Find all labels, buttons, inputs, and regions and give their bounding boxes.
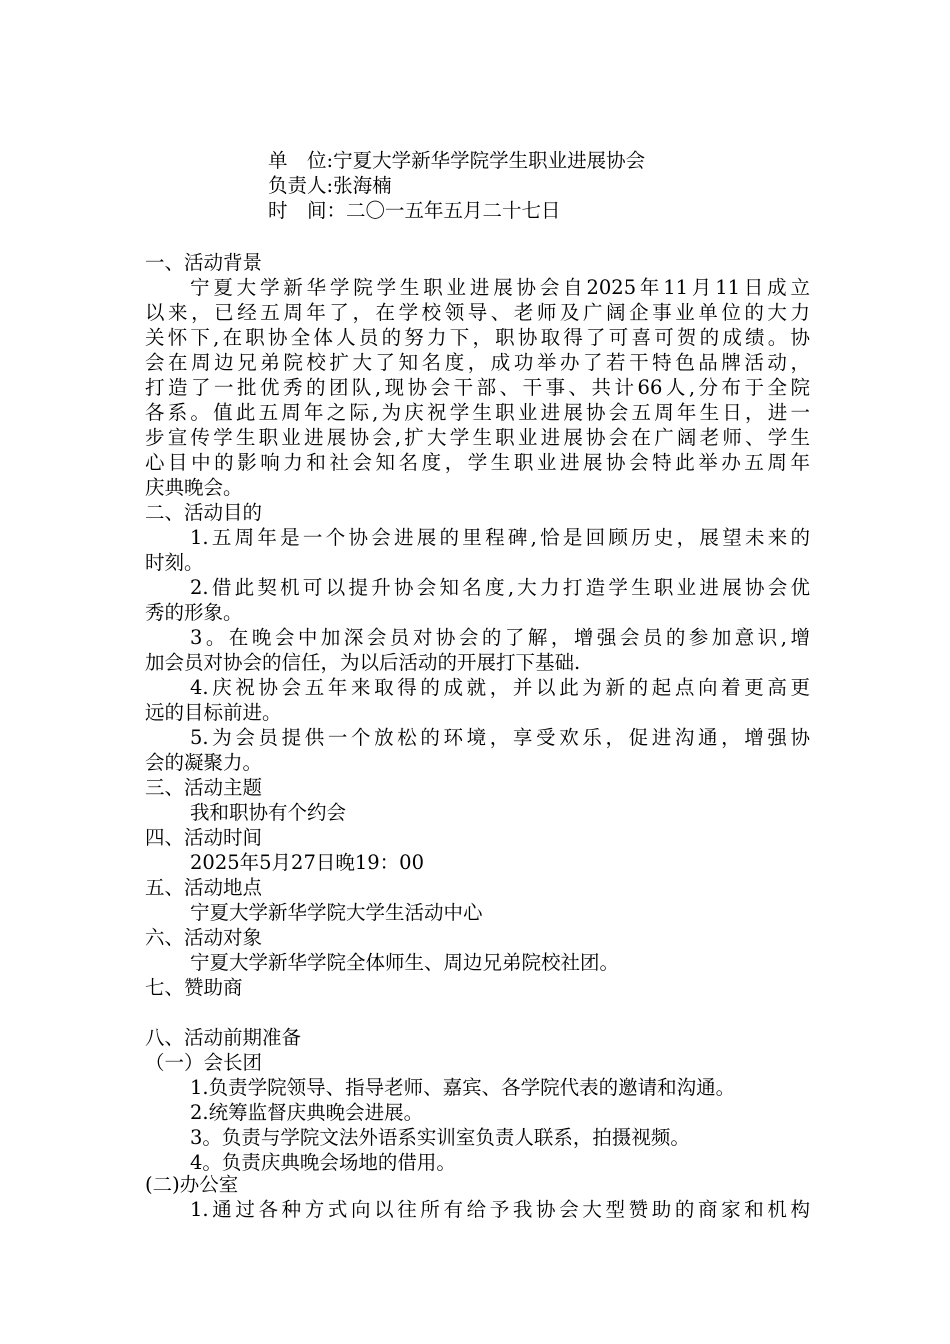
list-item: 5.为会员提供一个放松的环境，享受欢乐，促进沟通，增强协 xyxy=(190,726,810,749)
list-item: 1.五周年是一个协会进展的里程碑,恰是回顾历史，展望未来的 xyxy=(190,526,810,549)
paragraph-line: 关怀下,在职协全体人员的努力下，职协取得了可喜可贺的成绩。协 xyxy=(145,326,810,349)
paragraph-line: 心目中的影响力和社会知名度，学生职业进展协会特此举办五周年 xyxy=(145,451,810,474)
section-heading-sponsor: 七、赞助商 xyxy=(145,976,243,999)
list-item: 1.通过各种方式向以往所有给予我协会大型赞助的商家和机构 xyxy=(190,1198,810,1221)
list-item-continuation: 加会员对协会的信任，为以后活动的开展打下基础. xyxy=(145,651,581,674)
section-heading-theme: 三、活动主题 xyxy=(145,776,263,799)
section-heading-prep: 八、活动前期准备 xyxy=(145,1026,302,1049)
list-item-continuation: 会的凝聚力。 xyxy=(145,751,263,774)
header-unit: 单 位:宁夏大学新华学院学生职业进展协会 xyxy=(268,149,646,172)
list-item-continuation: 秀的形象。 xyxy=(145,601,243,624)
paragraph-line: 各系。值此五周年之际,为庆祝学生职业进展协会五周年生日，进一 xyxy=(145,401,810,424)
list-item: 4。负责庆典晚会场地的借用。 xyxy=(190,1151,456,1174)
header-time: 时 间：二〇一五年五月二十七日 xyxy=(268,199,561,222)
section-heading-background: 一、活动背景 xyxy=(145,251,263,274)
paragraph-line: 步宣传学生职业进展协会,扩大学生职业进展协会在广阔老师、学生 xyxy=(145,426,810,449)
list-item: 3。在晚会中加深会员对协会的了解，增强会员的参加意识,增 xyxy=(190,626,810,649)
paragraph-line: 打造了一批优秀的团队,现协会干部、干事、共计66人,分布于全院 xyxy=(145,376,810,399)
paragraph-line: 宁夏大学新华学院学生职业进展协会自2025年11月11日成立 xyxy=(190,276,810,299)
list-item: 3。负责与学院文法外语系实训室负责人联系，拍摄视频。 xyxy=(190,1126,690,1149)
subsection-title-office: (二)办公室 xyxy=(145,1173,239,1196)
list-item: 2.统筹监督庆典晚会进展。 xyxy=(190,1101,424,1124)
section-heading-time: 四、活动时间 xyxy=(145,826,263,849)
list-item: 1.负责学院领导、指导老师、嘉宾、各学院代表的邀请和沟通。 xyxy=(190,1076,736,1099)
subsection-title-presidium: （一）会长团 xyxy=(145,1051,263,1074)
paragraph-line: 庆典晚会。 xyxy=(145,476,243,499)
section-heading-target: 六、活动对象 xyxy=(145,926,263,949)
section-heading-place: 五、活动地点 xyxy=(145,876,263,899)
list-item: 4.庆祝协会五年来取得的成就，并以此为新的起点向着更高更 xyxy=(190,676,810,699)
list-item-continuation: 时刻。 xyxy=(145,551,204,574)
section-value-time: 2025年5月27日晚19：00 xyxy=(190,851,424,874)
section-value-target: 宁夏大学新华学院全体师生、周边兄弟院校社团。 xyxy=(190,951,620,974)
list-item: 2.借此契机可以提升协会知名度,大力打造学生职业进展协会优 xyxy=(190,576,810,599)
header-owner: 负责人:张海楠 xyxy=(268,174,392,197)
list-item-continuation: 远的目标前进。 xyxy=(145,701,282,724)
section-heading-purpose: 二、活动目的 xyxy=(145,501,263,524)
paragraph-line: 以来，已经五周年了，在学校领导、老师及广阔企事业单位的大力 xyxy=(145,301,810,324)
section-value-place: 宁夏大学新华学院大学生活动中心 xyxy=(190,901,483,924)
paragraph-line: 会在周边兄弟院校扩大了知名度，成功举办了若干特色品牌活动， xyxy=(145,351,810,374)
section-value-theme: 我和职协有个约会 xyxy=(190,801,347,824)
